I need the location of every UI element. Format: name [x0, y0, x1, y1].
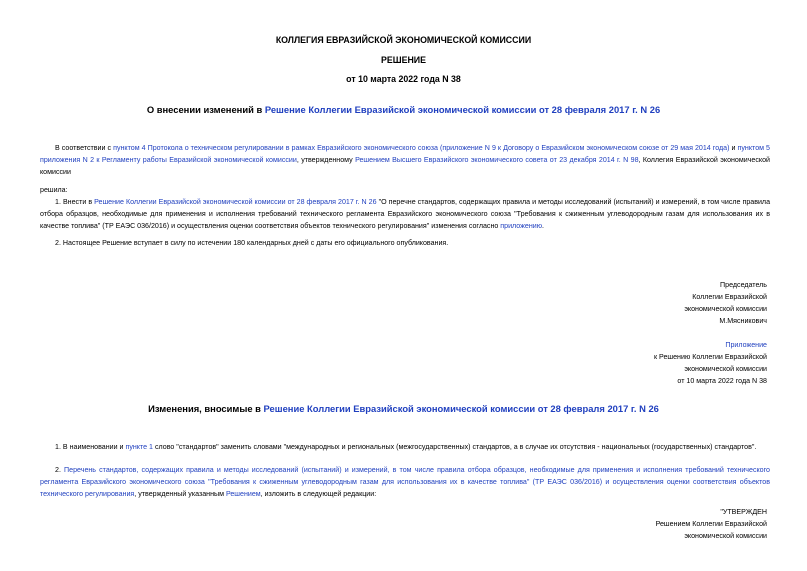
appendix-line-2: к Решению Коллегии Евразийской — [653, 353, 767, 361]
regulations-link[interactable]: пунктом 5 приложения N 2 к Регламенту работы Евразийской экономической комиссии — [40, 144, 771, 164]
preamble-text-4: , Коллегия Евразийской экономической комиссии — [40, 156, 770, 176]
preamble-text-3: , утвержденному — [296, 156, 356, 164]
decided-label: решила: — [40, 186, 68, 194]
item-1-text-2: "О перечне стандартов, содержащих правила и методы исследований (испытаний) и измерений, в том числе правила отбора образцов, необходимые для применения и исполнения требований технического регламента Евразийского экономического союза "Требования к сжиженным углеводородным газам для использования их в качестве топлива" (ТР ЕАЭС 036/2016) и осуществления оценки соответствия объектов технического регулирования" изменения согласно — [40, 198, 771, 230]
change-1-paragraph — [40, 441, 770, 453]
supreme-council-decision-link[interactable]: Решением Высшего Евразийского экономического совета от 23 декабря 2014 г. N 98 — [355, 156, 639, 164]
approved-line-2: Решением Коллегии Евразийской — [655, 520, 767, 528]
point-1-link[interactable]: пункте 1 — [125, 443, 154, 451]
appendix-block — [654, 339, 767, 387]
protocol-link[interactable]: пунктом 4 Протокола о техническом регулировании в рамках Евразийского экономического союза (приложение N 9 к Договору о Евразийском экономическом союзе от 29 мая 2014 года) — [113, 144, 730, 152]
preamble-text-1: В соответствии с — [55, 144, 114, 152]
item-1-appendix-link[interactable]: приложению — [500, 222, 543, 230]
doc-date: от 10 марта 2022 года N 38 — [346, 74, 461, 84]
changes-title — [40, 403, 767, 414]
item-1-text-1: 1. Внести в — [55, 198, 95, 206]
change-2-text-2: , утвержденный указанным — [134, 490, 226, 498]
change-1-text-1: 1. В наименовании и — [55, 443, 126, 451]
change-2-text-3: , изложить в следующей редакции: — [260, 490, 377, 498]
appendix-line-3: экономической комиссии — [684, 365, 767, 373]
standards-list-link[interactable]: Перечень стандартов, содержащих правила и методы исследований (испытаний) и измерений, в том числе правила отбора образцов, необходимые для применения и исполнения требований технического регламента Евразийского экономического союза "Требования к сжиженным углеводородным газам для использования их в качестве топлива" (ТР ЕАЭС 036/2016) и осуществления оценки соответствия объектов технического регулирования — [40, 466, 771, 498]
changes-title-prefix: Изменения, вносимые в — [148, 403, 264, 414]
doc-type: РЕШЕНИЕ — [381, 55, 426, 65]
org-name: КОЛЛЕГИЯ ЕВРАЗИЙСКОЙ ЭКОНОМИЧЕСКОЙ КОМИССИИ — [275, 35, 532, 45]
doc-title — [40, 104, 767, 115]
preamble-text-2: и — [729, 144, 738, 152]
item-1-text-3: . — [542, 222, 545, 230]
change-2-text-1: 2. — [55, 466, 65, 474]
signature-name: М.Мясникович — [719, 317, 767, 325]
item-1-paragraph — [40, 196, 770, 232]
change-2-paragraph — [40, 464, 770, 500]
signature-block — [684, 279, 767, 327]
approved-line-3: экономической комиссии — [684, 532, 767, 540]
changes-title-decision-link[interactable]: Решение Коллегии Евразийской экономической комиссии от 28 февраля 2017 г. N 26 — [263, 403, 659, 414]
item-1-decision-link[interactable]: Решение Коллегии Евразийской экономической комиссии от 28 февраля 2017 г. N 26 — [94, 198, 377, 206]
item-2-paragraph: 2. Настоящее Решение вступает в силу по истечении 180 календарных дней с даты его официального опубликования. — [55, 239, 449, 247]
approved-line-1: "УТВЕРЖДЕН — [720, 508, 767, 516]
signature-org-2: экономической комиссии — [684, 305, 767, 313]
title-decision-link[interactable]: Решение Коллегии Евразийской экономической комиссии от 28 февраля 2017 г. N 26 — [264, 104, 661, 115]
signature-org-1: Коллегии Евразийской — [692, 293, 767, 301]
appendix-line-4: от 10 марта 2022 года N 38 — [677, 377, 767, 385]
change-1-text-2: слово "стандартов" заменить словами "международных и региональных (межгосударственных) стандартов, а в случае их отсутствия - национальных (государственных) стандартов". — [153, 443, 757, 451]
signature-position: Председатель — [720, 281, 767, 289]
appendix-link[interactable]: Приложение — [725, 341, 767, 349]
decision-link[interactable]: Решением — [225, 490, 261, 498]
preamble-paragraph — [40, 142, 770, 178]
doc-title-prefix: О внесении изменений в — [146, 104, 265, 115]
approved-block — [656, 506, 767, 542]
